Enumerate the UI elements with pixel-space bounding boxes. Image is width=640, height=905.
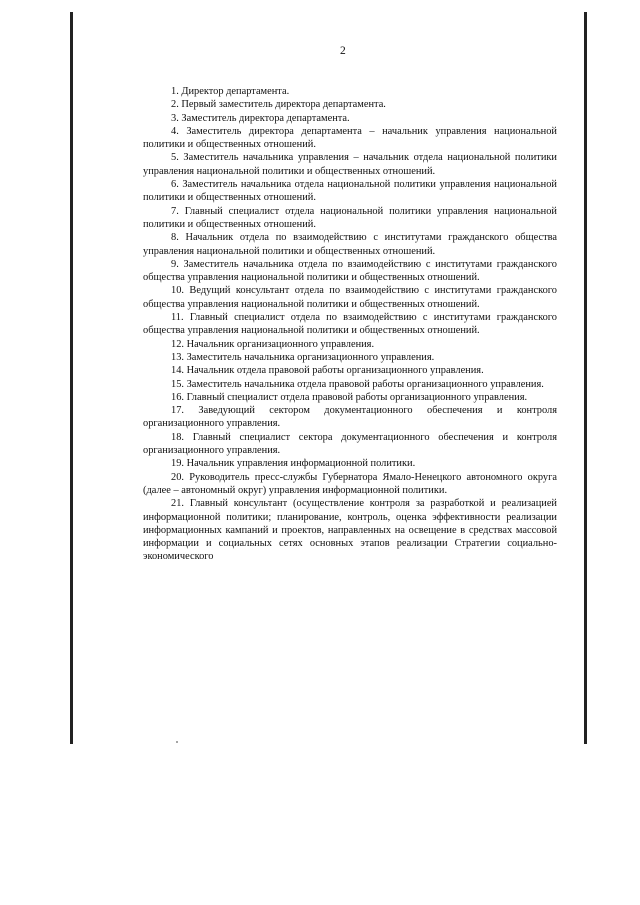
list-item: 18. Главный специалист сектора документационного обеспечения и контроля организационного управления. bbox=[143, 431, 557, 457]
list-item: 14. Начальник отдела правовой работы организационного управления. bbox=[171, 365, 484, 377]
list-item: 15. Заместитель начальника отдела правовой работы организационного управления. bbox=[171, 378, 544, 390]
list-item: 2. Первый заместитель директора департамента. bbox=[171, 99, 386, 111]
list-item: 8. Начальник отдела по взаимодействию с институтами гражданского общества управления национальной политики и общественных отношений. bbox=[143, 232, 557, 257]
list-item: 3. Заместитель директора департамента. bbox=[171, 112, 350, 124]
list-item: 17. Заведующий сектором документационного обеспечения и контроля организационного управления. bbox=[143, 405, 557, 430]
list-item: 4. Заместитель директора департамента – начальник управления национальной политики и общественных отношений. bbox=[143, 125, 557, 151]
document-body bbox=[143, 85, 557, 564]
list-item: 1. Директор департамента. bbox=[171, 86, 290, 97]
list-item: 21. Главный консультант (осуществление контроля за разработкой и реализацией информационной политики; планирование, контроль, оценка эффективности реализации информационных кампаний и проектов, направленных на освещение в средствах массовой информации и социальных сетях основных этапов реализации Стратегии социально-экономического bbox=[143, 498, 557, 563]
list-item: 20. Руководитель пресс-службы Губернатора Ямало-Ненецкого автономного округа (далее – автономный округ) управления информационной политики. bbox=[143, 471, 557, 496]
scan-border-right bbox=[584, 12, 587, 744]
list-item: 12. Начальник организационного управления. bbox=[171, 338, 375, 350]
list-item: 10. Ведущий консультант отдела по взаимодействию с институтами гражданского общества управления национальной политики и общественных отношений. bbox=[143, 285, 557, 310]
page-number: 2 bbox=[340, 45, 346, 57]
scan-speck bbox=[176, 741, 178, 743]
list-item: 16. Главный специалист отдела правовой работы организационного управления. bbox=[171, 391, 528, 403]
list-item: 6. Заместитель начальника отдела национальной политики управления национальной политики и общественных отношений. bbox=[143, 179, 557, 204]
scan-border-left bbox=[70, 12, 73, 744]
list-item: 5. Заместитель начальника управления – начальник отдела национальной политики управления национальной политики и общественных отношений. bbox=[143, 152, 557, 177]
list-item: 7. Главный специалист отдела национальной политики управления национальной политики и общественных отношений. bbox=[143, 205, 557, 230]
list-item: 11. Главный специалист отдела по взаимодействию с институтами гражданского общества управления национальной политики и общественных отношений. bbox=[143, 312, 557, 337]
list-item: 19. Начальник управления информационной политики. bbox=[171, 458, 416, 470]
list-item: 9. Заместитель начальника отдела по взаимодействию с институтами гражданского общества управления национальной политики и общественных отношений. bbox=[143, 258, 557, 284]
list-item: 13. Заместитель начальника организационного управления. bbox=[171, 351, 435, 363]
